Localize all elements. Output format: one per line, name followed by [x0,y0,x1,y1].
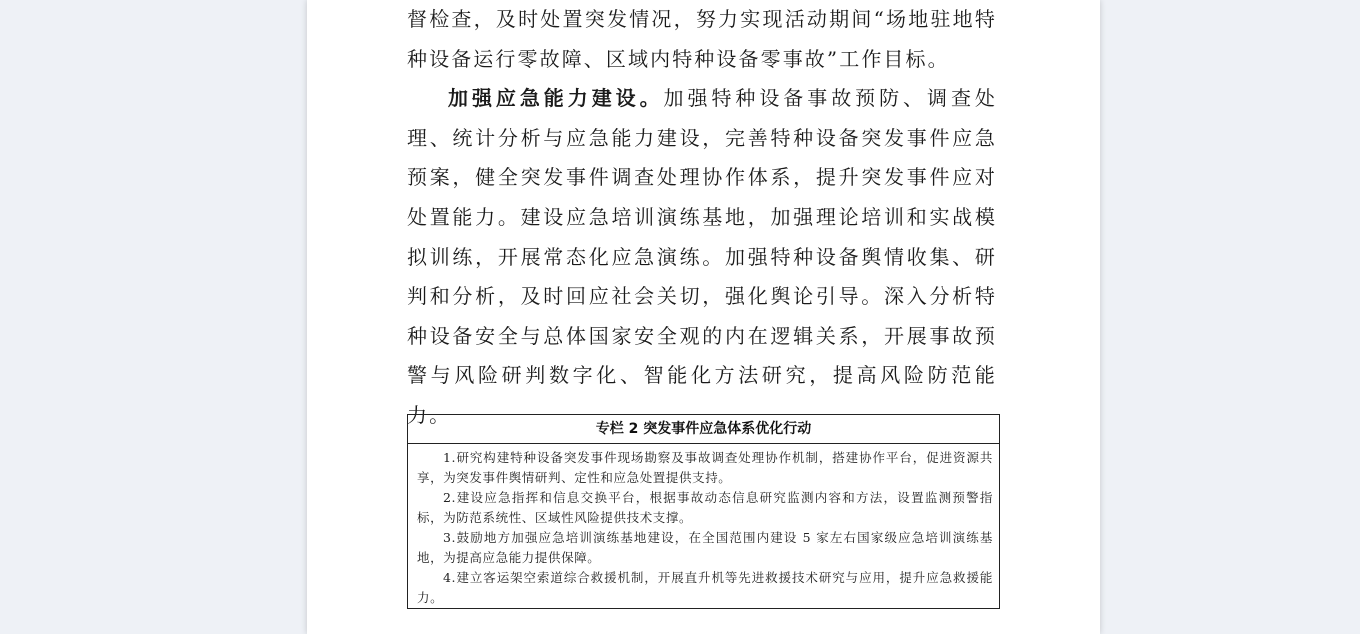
column-box [407,414,1000,609]
paragraph [407,0,997,79]
body-text [407,0,997,436]
column-box-item: 2.建设应急指挥和信息交换平台，根据事故动态信息研究监测内容和方法，设置监测预警指标，为防范系统性、区域性风险提供技术支撑。 [417,490,993,525]
paragraph-text: 加强特种设备事故预防、调查处理、统计分析与应急能力建设，完善特种设备突发事件应急预案，健全突发事件调查处理协作体系，提升突发事件应对处置能力。建设应急培训演练基地，加强理论培训和实战模拟训练，开展常态化应急演练。加强特种设备舆情收集、研判和分析，及时回应社会关切，强化舆论引导。深入分析特种设备安全与总体国家安全观的内在逻辑关系，开展事故预警与风险研判数字化、智能化方法研究，提高风险防范能力。 [407,86,997,427]
paragraph-text: 督检查，及时处置突发情况，努力实现活动期间“场地驻地特种设备运行零故障、区域内特种设备零事故”工作目标。 [407,7,997,71]
column-box-items [408,444,999,608]
column-box-title: 专栏 2 突发事件应急体系优化行动 [408,415,999,444]
paragraph-lead: 加强应急能力建设。 [448,86,664,111]
column-box-item: 3.鼓励地方加强应急培训演练基地建设，在全国范围内建设 5 家左右国家级应急培训演练基地，为提高应急能力提供保障。 [417,530,993,565]
column-box-item: 1.研究构建特种设备突发事件现场勘察及事故调查处理协作机制，搭建协作平台，促进资源共享，为突发事件舆情研判、定性和应急处置提供支持。 [417,450,993,485]
paragraph [407,79,997,435]
document-page [307,0,1100,634]
column-box-item: 4.建立客运架空索道综合救援机制，开展直升机等先进救援技术研究与应用，提升应急救援能力。 [417,570,993,605]
